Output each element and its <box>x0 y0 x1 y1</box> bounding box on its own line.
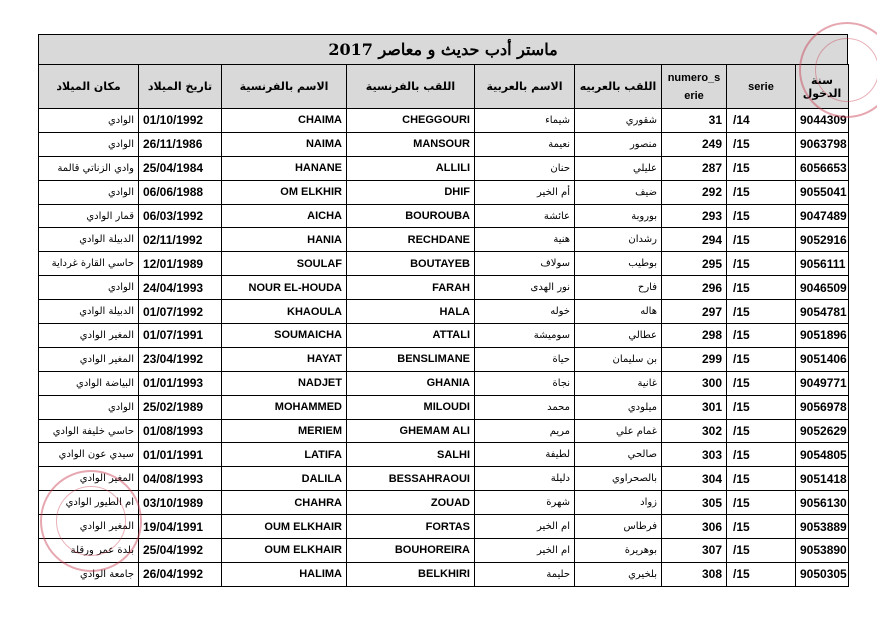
cell-first-name-fr: MERIEM <box>222 419 347 443</box>
table-row <box>39 180 849 204</box>
cell-surname-fr: DHIF <box>347 180 475 204</box>
table-row <box>39 491 849 515</box>
cell-birth-place: حاسي خليفة الوادي <box>39 419 139 443</box>
cell-birth-date: 23/04/1992 <box>139 347 222 371</box>
cell-numero: 292 <box>662 180 727 204</box>
cell-serie: /15 <box>727 276 796 300</box>
cell-surname-ar: هاله <box>575 300 662 324</box>
table-row <box>39 371 849 395</box>
cell-surname-ar: غمام علي <box>575 419 662 443</box>
cell-birth-date: 01/08/1993 <box>139 419 222 443</box>
cell-entry-year: 9049771 <box>796 371 849 395</box>
cell-serie: /15 <box>727 228 796 252</box>
cell-first-name-ar: محمد <box>475 395 575 419</box>
cell-entry-year: 9051896 <box>796 324 849 348</box>
cell-first-name-fr: SOUMAICHA <box>222 324 347 348</box>
official-stamp-bottom <box>40 470 142 572</box>
header-numero-line2: erie <box>684 89 704 102</box>
cell-first-name-fr: KHAOULA <box>222 300 347 324</box>
cell-entry-year: 9056978 <box>796 395 849 419</box>
table-row <box>39 347 849 371</box>
cell-surname-ar: ميلودي <box>575 395 662 419</box>
cell-birth-place: حاسي القارة غرداية <box>39 252 139 276</box>
cell-birth-place: الوادي <box>39 180 139 204</box>
cell-birth-date: 26/04/1992 <box>139 562 222 586</box>
cell-birth-date: 19/04/1991 <box>139 515 222 539</box>
cell-birth-date: 01/07/1992 <box>139 300 222 324</box>
cell-numero: 31 <box>662 109 727 133</box>
cell-first-name-fr: NOUR EL-HOUDA <box>222 276 347 300</box>
table-row <box>39 156 849 180</box>
cell-serie: /15 <box>727 324 796 348</box>
cell-serie: /15 <box>727 300 796 324</box>
cell-birth-place: الدبيلة الوادي <box>39 228 139 252</box>
cell-surname-fr: BOUTAYEB <box>347 252 475 276</box>
cell-first-name-fr: SOULAF <box>222 252 347 276</box>
cell-serie: /15 <box>727 562 796 586</box>
cell-numero: 298 <box>662 324 727 348</box>
cell-birth-place: سيدي عون الوادي <box>39 443 139 467</box>
cell-serie: /15 <box>727 252 796 276</box>
table-header-row <box>39 65 849 109</box>
cell-surname-ar: زواد <box>575 491 662 515</box>
cell-entry-year: 9053890 <box>796 539 849 563</box>
table-row <box>39 109 849 133</box>
cell-entry-year: 9047489 <box>796 204 849 228</box>
cell-first-name-fr: OUM ELKHAIR <box>222 515 347 539</box>
cell-first-name-ar: عائشة <box>475 204 575 228</box>
cell-surname-ar: منصور <box>575 132 662 156</box>
cell-birth-date: 24/04/1993 <box>139 276 222 300</box>
cell-first-name-fr: OUM ELKHAIR <box>222 539 347 563</box>
cell-numero: 249 <box>662 132 727 156</box>
cell-entry-year: 9052629 <box>796 419 849 443</box>
cell-birth-place: المغير الوادي <box>39 324 139 348</box>
cell-entry-year: 9052916 <box>796 228 849 252</box>
cell-first-name-fr: AICHA <box>222 204 347 228</box>
cell-first-name-ar: حنان <box>475 156 575 180</box>
cell-surname-ar: ضيف <box>575 180 662 204</box>
cell-numero: 299 <box>662 347 727 371</box>
header-surname-ar: اللقب بالعربيه <box>575 65 662 109</box>
cell-first-name-ar: مريم <box>475 419 575 443</box>
cell-serie: /15 <box>727 204 796 228</box>
cell-surname-fr: MANSOUR <box>347 132 475 156</box>
cell-birth-date: 25/02/1989 <box>139 395 222 419</box>
cell-birth-date: 12/01/1989 <box>139 252 222 276</box>
cell-first-name-fr: CHAIMA <box>222 109 347 133</box>
cell-serie: /15 <box>727 347 796 371</box>
cell-entry-year: 9063798 <box>796 132 849 156</box>
cell-first-name-ar: أم الخير <box>475 180 575 204</box>
cell-surname-fr: BESSAHRAOUI <box>347 467 475 491</box>
cell-surname-ar: فارح <box>575 276 662 300</box>
cell-serie: /15 <box>727 539 796 563</box>
cell-numero: 305 <box>662 491 727 515</box>
cell-entry-year: 9050305 <box>796 562 849 586</box>
cell-birth-place: الوادي <box>39 109 139 133</box>
cell-surname-fr: BOUROUBA <box>347 204 475 228</box>
cell-birth-date: 01/07/1991 <box>139 324 222 348</box>
cell-numero: 300 <box>662 371 727 395</box>
cell-first-name-fr: HANANE <box>222 156 347 180</box>
cell-serie: /14 <box>727 109 796 133</box>
cell-serie: /15 <box>727 156 796 180</box>
cell-entry-year: 9053889 <box>796 515 849 539</box>
cell-birth-place: المغير الوادي <box>39 467 139 491</box>
cell-first-name-ar: نور الهدى <box>475 276 575 300</box>
cell-birth-place: ام الطيور الوادي <box>39 491 139 515</box>
cell-numero: 303 <box>662 443 727 467</box>
cell-first-name-ar: حياة <box>475 347 575 371</box>
cell-surname-fr: ALLILI <box>347 156 475 180</box>
table-row <box>39 276 849 300</box>
cell-birth-date: 25/04/1984 <box>139 156 222 180</box>
cell-birth-date: 06/03/1992 <box>139 204 222 228</box>
header-serie: serie <box>727 65 796 109</box>
table-row <box>39 324 849 348</box>
header-birth-place: مكان الميلاد <box>39 65 139 109</box>
cell-birth-place: وادي الزناتي قالمة <box>39 156 139 180</box>
cell-serie: /15 <box>727 395 796 419</box>
cell-serie: /15 <box>727 443 796 467</box>
cell-surname-fr: BENSLIMANE <box>347 347 475 371</box>
cell-first-name-ar: دليلة <box>475 467 575 491</box>
cell-serie: /15 <box>727 371 796 395</box>
table-row <box>39 300 849 324</box>
cell-numero: 287 <box>662 156 727 180</box>
cell-entry-year: 9054781 <box>796 300 849 324</box>
cell-first-name-ar: خوله <box>475 300 575 324</box>
cell-birth-date: 26/11/1986 <box>139 132 222 156</box>
table-row <box>39 419 849 443</box>
cell-surname-ar: رشدان <box>575 228 662 252</box>
cell-surname-fr: ATTALI <box>347 324 475 348</box>
cell-serie: /15 <box>727 180 796 204</box>
cell-numero: 294 <box>662 228 727 252</box>
cell-numero: 296 <box>662 276 727 300</box>
table-row <box>39 204 849 228</box>
cell-surname-ar: بالصحراوي <box>575 467 662 491</box>
cell-birth-date: 01/01/1991 <box>139 443 222 467</box>
table-row <box>39 539 849 563</box>
cell-surname-fr: HALA <box>347 300 475 324</box>
cell-birth-place: جامعة الوادي <box>39 562 139 586</box>
cell-surname-fr: BELKHIRI <box>347 562 475 586</box>
cell-surname-fr: GHEMAM ALI <box>347 419 475 443</box>
document-sheet <box>38 34 848 587</box>
cell-serie: /15 <box>727 515 796 539</box>
cell-first-name-ar: ام الخير <box>475 539 575 563</box>
table-row <box>39 132 849 156</box>
cell-birth-date: 01/01/1993 <box>139 371 222 395</box>
cell-surname-fr: FARAH <box>347 276 475 300</box>
cell-birth-place: بلدة عمر ورقلة <box>39 539 139 563</box>
header-first-name-fr: الاسم بالفرنسية <box>222 65 347 109</box>
cell-numero: 306 <box>662 515 727 539</box>
cell-surname-fr: BOUHOREIRA <box>347 539 475 563</box>
cell-birth-date: 25/04/1992 <box>139 539 222 563</box>
cell-entry-year: 9044309 <box>796 109 849 133</box>
cell-first-name-fr: HANIA <box>222 228 347 252</box>
cell-birth-date: 04/08/1993 <box>139 467 222 491</box>
cell-numero: 308 <box>662 562 727 586</box>
cell-serie: /15 <box>727 467 796 491</box>
cell-entry-year: 9056130 <box>796 491 849 515</box>
cell-first-name-fr: DALILA <box>222 467 347 491</box>
cell-entry-year: 9046509 <box>796 276 849 300</box>
students-table <box>38 64 849 587</box>
table-row <box>39 443 849 467</box>
cell-surname-ar: بن سليمان <box>575 347 662 371</box>
table-row <box>39 467 849 491</box>
cell-first-name-fr: NAIMA <box>222 132 347 156</box>
cell-birth-date: 02/11/1992 <box>139 228 222 252</box>
cell-first-name-ar: نجاة <box>475 371 575 395</box>
cell-first-name-ar: حليمة <box>475 562 575 586</box>
cell-first-name-ar: شهرة <box>475 491 575 515</box>
cell-surname-fr: FORTAS <box>347 515 475 539</box>
cell-surname-ar: عليلي <box>575 156 662 180</box>
table-row <box>39 395 849 419</box>
cell-surname-ar: فرطاس <box>575 515 662 539</box>
cell-surname-ar: بلخيري <box>575 562 662 586</box>
cell-birth-place: المغير الوادي <box>39 515 139 539</box>
cell-first-name-fr: CHAHRA <box>222 491 347 515</box>
cell-serie: /15 <box>727 419 796 443</box>
cell-serie: /15 <box>727 132 796 156</box>
cell-entry-year: 9054805 <box>796 443 849 467</box>
cell-numero: 297 <box>662 300 727 324</box>
cell-surname-fr: RECHDANE <box>347 228 475 252</box>
header-numero-serie <box>662 65 727 109</box>
cell-first-name-fr: HALIMA <box>222 562 347 586</box>
cell-surname-fr: ZOUAD <box>347 491 475 515</box>
cell-serie: /15 <box>727 491 796 515</box>
cell-birth-place: البياضة الوادي <box>39 371 139 395</box>
cell-birth-place: الدبيلة الوادي <box>39 300 139 324</box>
cell-first-name-fr: LATIFA <box>222 443 347 467</box>
table-row <box>39 252 849 276</box>
cell-first-name-fr: MOHAMMED <box>222 395 347 419</box>
cell-entry-year: 9056111 <box>796 252 849 276</box>
cell-birth-place: الوادي <box>39 395 139 419</box>
header-birth-date: تاريخ الميلاد <box>139 65 222 109</box>
cell-numero: 302 <box>662 419 727 443</box>
cell-entry-year: 9051418 <box>796 467 849 491</box>
cell-birth-place: قمار الوادي <box>39 204 139 228</box>
table-row <box>39 562 849 586</box>
cell-first-name-ar: سولاف <box>475 252 575 276</box>
cell-surname-fr: MILOUDI <box>347 395 475 419</box>
cell-numero: 295 <box>662 252 727 276</box>
table-row <box>39 515 849 539</box>
cell-first-name-ar: نعيمة <box>475 132 575 156</box>
cell-birth-date: 03/10/1989 <box>139 491 222 515</box>
header-first-name-ar: الاسم بالعربية <box>475 65 575 109</box>
cell-numero: 301 <box>662 395 727 419</box>
cell-birth-place: الوادي <box>39 276 139 300</box>
cell-entry-year: 9055041 <box>796 180 849 204</box>
cell-birth-date: 01/10/1992 <box>139 109 222 133</box>
cell-entry-year: 6056653 <box>796 156 849 180</box>
cell-surname-ar: صالحي <box>575 443 662 467</box>
cell-birth-date: 06/06/1988 <box>139 180 222 204</box>
cell-first-name-fr: HAYAT <box>222 347 347 371</box>
cell-surname-ar: عطالي <box>575 324 662 348</box>
cell-surname-ar: شقوري <box>575 109 662 133</box>
cell-first-name-ar: ام الخير <box>475 515 575 539</box>
cell-numero: 293 <box>662 204 727 228</box>
cell-birth-place: المغير الوادي <box>39 347 139 371</box>
table-row <box>39 228 849 252</box>
cell-first-name-fr: NADJET <box>222 371 347 395</box>
header-surname-fr: اللقب بالفرنسية <box>347 65 475 109</box>
cell-first-name-ar: هنية <box>475 228 575 252</box>
cell-surname-ar: بوهريرة <box>575 539 662 563</box>
cell-entry-year: 9051406 <box>796 347 849 371</box>
cell-birth-place: الوادي <box>39 132 139 156</box>
header-entry-year: سنة الدخول <box>796 65 849 109</box>
cell-first-name-ar: شيماء <box>475 109 575 133</box>
cell-surname-ar: بوطيب <box>575 252 662 276</box>
cell-first-name-ar: سوميشة <box>475 324 575 348</box>
cell-surname-fr: SALHI <box>347 443 475 467</box>
cell-first-name-ar: لطيفة <box>475 443 575 467</box>
cell-first-name-fr: OM ELKHIR <box>222 180 347 204</box>
cell-surname-fr: CHEGGOURI <box>347 109 475 133</box>
cell-numero: 304 <box>662 467 727 491</box>
document-title: ماستر أدب حديث و معاصر 2017 <box>38 34 848 64</box>
cell-surname-ar: بوروبة <box>575 204 662 228</box>
cell-numero: 307 <box>662 539 727 563</box>
header-numero-line1: numero_s <box>667 71 721 84</box>
cell-surname-fr: GHANIA <box>347 371 475 395</box>
cell-surname-ar: غانية <box>575 371 662 395</box>
